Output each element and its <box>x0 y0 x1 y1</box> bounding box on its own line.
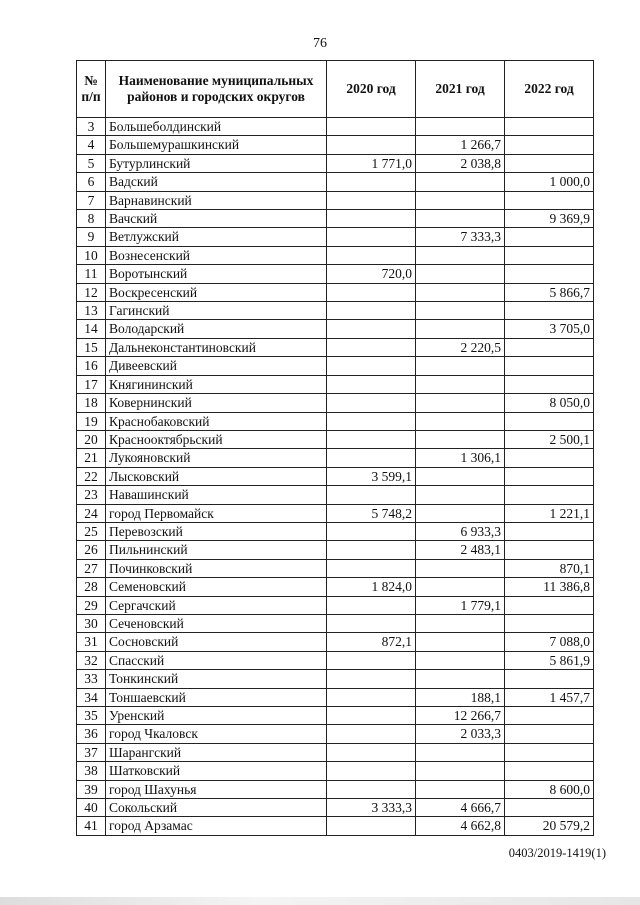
row-number: 25 <box>77 522 106 540</box>
row-number: 11 <box>77 265 106 283</box>
value-2020 <box>327 412 416 430</box>
value-2020 <box>327 596 416 614</box>
value-2020 <box>327 394 416 412</box>
row-number: 7 <box>77 191 106 209</box>
value-2021 <box>416 265 505 283</box>
row-number: 13 <box>77 302 106 320</box>
page-number: 76 <box>313 36 327 51</box>
value-2022 <box>505 246 594 264</box>
value-2020 <box>327 246 416 264</box>
table-row <box>77 578 594 596</box>
row-number: 4 <box>77 136 106 154</box>
row-name: Краснобаковский <box>106 412 327 430</box>
table-row <box>77 191 594 209</box>
value-2020 <box>327 670 416 688</box>
row-name: Шарангский <box>106 743 327 761</box>
row-name: Бутурлинский <box>106 154 327 172</box>
row-number: 20 <box>77 430 106 448</box>
value-2020 <box>327 688 416 706</box>
row-name: Ковернинский <box>106 394 327 412</box>
value-2020 <box>327 651 416 669</box>
row-number: 3 <box>77 118 106 136</box>
row-name: Семеновский <box>106 578 327 596</box>
header-2021: 2021 год <box>416 61 505 118</box>
value-2021: 4 662,8 <box>416 817 505 835</box>
value-2021 <box>416 651 505 669</box>
value-2020 <box>327 817 416 835</box>
value-2020 <box>327 707 416 725</box>
value-2021: 188,1 <box>416 688 505 706</box>
value-2022: 2 500,1 <box>505 430 594 448</box>
table-row <box>77 780 594 798</box>
header-num: № п/п <box>77 61 106 118</box>
table-row <box>77 136 594 154</box>
value-2022: 7 088,0 <box>505 633 594 651</box>
table-row <box>77 302 594 320</box>
value-2020 <box>327 762 416 780</box>
row-name: Сергачский <box>106 596 327 614</box>
table-row <box>77 596 594 614</box>
row-name: Вадский <box>106 173 327 191</box>
table-row <box>77 246 594 264</box>
value-2021: 12 266,7 <box>416 707 505 725</box>
value-2022: 20 579,2 <box>505 817 594 835</box>
table-row <box>77 559 594 577</box>
row-name: Вознесенский <box>106 246 327 264</box>
value-2020: 5 748,2 <box>327 504 416 522</box>
table-row <box>77 210 594 228</box>
value-2021 <box>416 302 505 320</box>
value-2021 <box>416 504 505 522</box>
header-2022: 2022 год <box>505 61 594 118</box>
value-2021: 2 033,3 <box>416 725 505 743</box>
table-row <box>77 688 594 706</box>
value-2020: 872,1 <box>327 633 416 651</box>
table-row <box>77 412 594 430</box>
value-2020 <box>327 725 416 743</box>
value-2022 <box>505 449 594 467</box>
row-name: Шатковский <box>106 762 327 780</box>
table-row <box>77 394 594 412</box>
table-row <box>77 283 594 301</box>
row-number: 12 <box>77 283 106 301</box>
value-2022 <box>505 522 594 540</box>
value-2022: 5 861,9 <box>505 651 594 669</box>
row-name: Сосновский <box>106 633 327 651</box>
document-code: 0403/2019-1419(1) <box>508 846 606 860</box>
row-name: Тонкинский <box>106 670 327 688</box>
value-2020 <box>327 743 416 761</box>
value-2022 <box>505 191 594 209</box>
value-2021 <box>416 412 505 430</box>
row-number: 33 <box>77 670 106 688</box>
value-2021: 2 220,5 <box>416 338 505 356</box>
value-2022 <box>505 596 594 614</box>
value-2022 <box>505 412 594 430</box>
value-2021 <box>416 394 505 412</box>
value-2022 <box>505 725 594 743</box>
value-2022 <box>505 486 594 504</box>
value-2022 <box>505 707 594 725</box>
row-name: Лукояновский <box>106 449 327 467</box>
row-number: 21 <box>77 449 106 467</box>
value-2021 <box>416 780 505 798</box>
row-name: город Арзамас <box>106 817 327 835</box>
value-2020 <box>327 338 416 356</box>
value-2022 <box>505 541 594 559</box>
value-2020 <box>327 486 416 504</box>
row-name: Воротынский <box>106 265 327 283</box>
row-number: 34 <box>77 688 106 706</box>
row-name: Пильнинский <box>106 541 327 559</box>
value-2022 <box>505 799 594 817</box>
row-number: 15 <box>77 338 106 356</box>
table-row <box>77 670 594 688</box>
table-row <box>77 467 594 485</box>
row-number: 22 <box>77 467 106 485</box>
table-row <box>77 430 594 448</box>
value-2020 <box>327 780 416 798</box>
row-name: Краснооктябрьский <box>106 430 327 448</box>
value-2020 <box>327 559 416 577</box>
table-row <box>77 817 594 835</box>
value-2022: 870,1 <box>505 559 594 577</box>
table-row <box>77 118 594 136</box>
value-2022: 1 000,0 <box>505 173 594 191</box>
value-2020 <box>327 191 416 209</box>
value-2021: 2 483,1 <box>416 541 505 559</box>
value-2021: 7 333,3 <box>416 228 505 246</box>
table-body <box>77 118 594 836</box>
row-name: Сокольский <box>106 799 327 817</box>
value-2022 <box>505 118 594 136</box>
value-2022 <box>505 743 594 761</box>
table-row <box>77 651 594 669</box>
table-row <box>77 449 594 467</box>
table-row <box>77 633 594 651</box>
value-2021: 1 266,7 <box>416 136 505 154</box>
row-name: Сеченовский <box>106 614 327 632</box>
table-row <box>77 375 594 393</box>
value-2021 <box>416 614 505 632</box>
value-2022: 8 050,0 <box>505 394 594 412</box>
row-number: 9 <box>77 228 106 246</box>
table-header-row <box>77 61 594 118</box>
value-2020 <box>327 302 416 320</box>
row-name: Воскресенский <box>106 283 327 301</box>
table-row <box>77 522 594 540</box>
value-2021 <box>416 486 505 504</box>
value-2021 <box>416 173 505 191</box>
row-number: 18 <box>77 394 106 412</box>
value-2020 <box>327 118 416 136</box>
value-2021 <box>416 467 505 485</box>
value-2022: 1 221,1 <box>505 504 594 522</box>
value-2021 <box>416 430 505 448</box>
value-2020 <box>327 136 416 154</box>
value-2022 <box>505 670 594 688</box>
value-2021 <box>416 578 505 596</box>
row-name: Спасский <box>106 651 327 669</box>
value-2021: 1 306,1 <box>416 449 505 467</box>
value-2022 <box>505 154 594 172</box>
value-2022 <box>505 357 594 375</box>
row-number: 36 <box>77 725 106 743</box>
row-name: город Чкаловск <box>106 725 327 743</box>
value-2020 <box>327 449 416 467</box>
row-name: Вачский <box>106 210 327 228</box>
row-number: 27 <box>77 559 106 577</box>
value-2022: 11 386,8 <box>505 578 594 596</box>
table-row <box>77 173 594 191</box>
table-row <box>77 762 594 780</box>
value-2021: 6 933,3 <box>416 522 505 540</box>
value-2020: 720,0 <box>327 265 416 283</box>
row-name: Тоншаевский <box>106 688 327 706</box>
table-row <box>77 743 594 761</box>
value-2022: 9 369,9 <box>505 210 594 228</box>
value-2020 <box>327 283 416 301</box>
row-number: 26 <box>77 541 106 559</box>
value-2020: 3 333,3 <box>327 799 416 817</box>
value-2022 <box>505 467 594 485</box>
table-row <box>77 486 594 504</box>
value-2022 <box>505 614 594 632</box>
table-row <box>77 541 594 559</box>
value-2020: 1 824,0 <box>327 578 416 596</box>
row-name: город Шахунья <box>106 780 327 798</box>
value-2020 <box>327 375 416 393</box>
value-2021: 2 038,8 <box>416 154 505 172</box>
row-name: Дивеевский <box>106 357 327 375</box>
row-number: 40 <box>77 799 106 817</box>
value-2022: 8 600,0 <box>505 780 594 798</box>
value-2022 <box>505 338 594 356</box>
value-2020: 1 771,0 <box>327 154 416 172</box>
value-2021 <box>416 191 505 209</box>
row-number: 31 <box>77 633 106 651</box>
value-2021 <box>416 283 505 301</box>
value-2020 <box>327 522 416 540</box>
row-name: Дальнеконстантиновский <box>106 338 327 356</box>
row-number: 39 <box>77 780 106 798</box>
row-number: 28 <box>77 578 106 596</box>
row-number: 10 <box>77 246 106 264</box>
row-number: 30 <box>77 614 106 632</box>
row-number: 24 <box>77 504 106 522</box>
value-2020 <box>327 541 416 559</box>
row-name: Большеболдинский <box>106 118 327 136</box>
value-2021 <box>416 246 505 264</box>
scan-edge <box>0 897 640 905</box>
row-name: Гагинский <box>106 302 327 320</box>
row-name: Варнавинский <box>106 191 327 209</box>
value-2022: 3 705,0 <box>505 320 594 338</box>
value-2020 <box>327 430 416 448</box>
table-row <box>77 504 594 522</box>
row-number: 41 <box>77 817 106 835</box>
value-2020 <box>327 614 416 632</box>
value-2021: 4 666,7 <box>416 799 505 817</box>
row-number: 23 <box>77 486 106 504</box>
header-2020: 2020 год <box>327 61 416 118</box>
value-2022 <box>505 375 594 393</box>
value-2022 <box>505 228 594 246</box>
table-row <box>77 320 594 338</box>
row-number: 6 <box>77 173 106 191</box>
value-2021 <box>416 559 505 577</box>
table-row <box>77 228 594 246</box>
row-number: 8 <box>77 210 106 228</box>
value-2021 <box>416 320 505 338</box>
value-2021 <box>416 118 505 136</box>
value-2021 <box>416 743 505 761</box>
value-2022 <box>505 302 594 320</box>
table-row <box>77 154 594 172</box>
row-number: 5 <box>77 154 106 172</box>
table-row <box>77 725 594 743</box>
value-2020 <box>327 173 416 191</box>
value-2021: 1 779,1 <box>416 596 505 614</box>
value-2021 <box>416 762 505 780</box>
row-number: 19 <box>77 412 106 430</box>
row-name: Володарский <box>106 320 327 338</box>
row-number: 32 <box>77 651 106 669</box>
value-2020 <box>327 228 416 246</box>
row-name: Починковский <box>106 559 327 577</box>
row-number: 16 <box>77 357 106 375</box>
row-name: Навашинский <box>106 486 327 504</box>
value-2022 <box>505 136 594 154</box>
municipal-table <box>76 60 594 836</box>
row-name: Перевозский <box>106 522 327 540</box>
row-number: 35 <box>77 707 106 725</box>
value-2021 <box>416 633 505 651</box>
value-2020 <box>327 320 416 338</box>
table-row <box>77 265 594 283</box>
row-number: 29 <box>77 596 106 614</box>
row-name: город Первомайск <box>106 504 327 522</box>
value-2022 <box>505 265 594 283</box>
value-2020 <box>327 210 416 228</box>
row-number: 38 <box>77 762 106 780</box>
value-2022: 1 457,7 <box>505 688 594 706</box>
value-2022 <box>505 762 594 780</box>
table-row <box>77 614 594 632</box>
value-2022: 5 866,7 <box>505 283 594 301</box>
table-row <box>77 707 594 725</box>
row-name: Уренский <box>106 707 327 725</box>
row-number: 37 <box>77 743 106 761</box>
table-row <box>77 799 594 817</box>
table-row <box>77 357 594 375</box>
row-number: 14 <box>77 320 106 338</box>
value-2020 <box>327 357 416 375</box>
row-name: Княгининский <box>106 375 327 393</box>
value-2020: 3 599,1 <box>327 467 416 485</box>
value-2021 <box>416 375 505 393</box>
value-2021 <box>416 357 505 375</box>
value-2021 <box>416 670 505 688</box>
header-name: Наименование муниципальных районов и городских округов <box>106 61 327 118</box>
row-name: Ветлужский <box>106 228 327 246</box>
row-number: 17 <box>77 375 106 393</box>
row-name: Большемурашкинский <box>106 136 327 154</box>
value-2021 <box>416 210 505 228</box>
table-row <box>77 338 594 356</box>
row-name: Лысковский <box>106 467 327 485</box>
